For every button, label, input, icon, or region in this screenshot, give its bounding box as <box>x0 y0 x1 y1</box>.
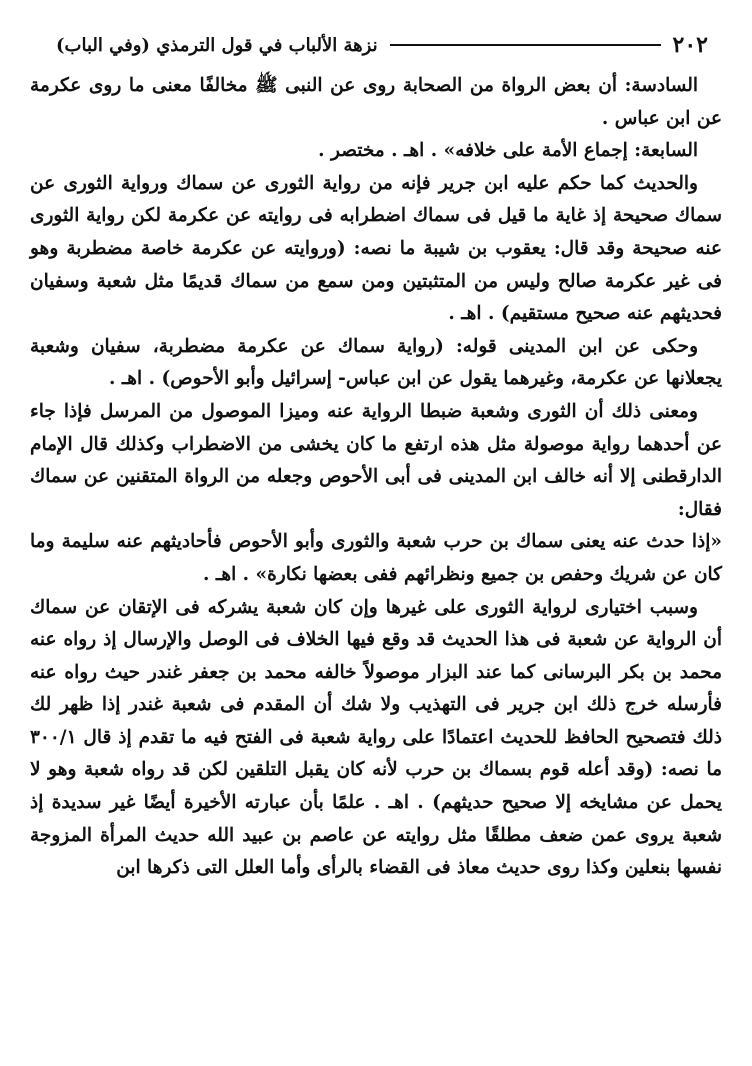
paragraph-seventh <box>30 135 722 168</box>
paragraph-reason: وسبب اختيارى لرواية الثورى على غيرها وإن كان شعبة يشركه فى الإتقان عن سماك أن الرواية عن شعبة فى هذا الحديث قد وقع فيها الخلاف فى الوصل والإرسال إذ رواه عنه محمد بن بكر البرسانى كما عند البزار موصولاً خالفه محمد بن جعفر غندر حيث رواه عنه فأرسله خرج ذلك ابن جرير فى التهذيب ولا شك أن المقدم فى شعبة غندر إذا ظهر لك ذلك فتصحيح الحافظ للحديث اعتمادًا على رواية شعبة فى الفتح فيه ما تقدم إذ قال ٣٠٠/١ ما نصه: (وقد أعله قوم بسماك بن حرب لأنه كان يقبل التلقين لكن قد رواه شعبة وهو لا يحمل عن مشايخه إلا صحيح حديثهم) . اهـ . علمًا بأن عبارته الأخيرة أيضًا غير سديدة إذ شعبة يروى عمن ضعف مطلقًا مثل روايته عن عاصم بن عبيد الله حديث المرأة المزوجة نفسها بنعلين وكذا روى حديث معاذ فى القضاء بالرأى وأما العلل التى ذكرها ابن <box>30 596 722 879</box>
paragraph-daraqutni-quote: «إذا حدث عنه يعنى سماك بن حرب شعبة والثورى وأبو الأحوص فأحاديثهم عنه سليمة وما كان عن شريك وحفص بن جميع ونظرائهم ففى بعضها نكارة» . اهـ . <box>30 531 722 585</box>
paragraph-meaning: ومعنى ذلك أن الثورى وشعبة ضبطا الرواية عنه وميزا الموصول من المرسل فإذا جاء عن أحدهما رواية موصولة مثل هذه ارتفع ما كان يخشى من الاضطراب وكذلك قال الإمام الدارقطنى إلا أنه خالف ابن المدينى فى أبى الأحوص وجعله من الرواة المتقنين عن سماك فقال: <box>30 400 722 520</box>
paragraph-label: السادسة: <box>624 75 698 96</box>
running-header <box>56 30 708 60</box>
paragraph-ibn-madini: وحكى عن ابن المدينى قوله: (رواية سماك عن عكرمة مضطربة، سفيان وشعبة يجعلانها عن عكرمة، وغيرهما يقول عن ابن عباس- إسرائيل وأبو الأحوص) . اهـ . <box>30 335 722 390</box>
page-body <box>30 70 722 885</box>
paragraph-sixth <box>30 70 722 135</box>
paragraph-text: أن بعض الرواة من الصحابة روى عن النبى ﷺ مخالفًا معنى ما روى عكرمة عن ابن عباس . <box>30 75 722 129</box>
page-number: ٢٠٢ <box>672 32 708 58</box>
paragraph-hadith-ruling: والحديث كما حكم عليه ابن جرير فإنه من رواية الثورى عن سماك ورواية الثورى عن سماك صحيحة إذ غاية ما قيل فى سماك اضطرابه فى روايته عن عكرمة لكن رواية الثورى عنه صحيحة وقد قال: يعقوب بن شيبة ما نصه: (وروايته عن عكرمة خاصة مضطربة وهو فى غير عكرمة صالح وليس من المتثبتين ومن سمع من سماك قديمًا مثل شعبة وسفيان فحديثهم عنه صحيح مستقيم) . اهـ . <box>30 172 722 325</box>
paragraph-text: إجماع الأمة على خلافه» . اهـ . مختصر . <box>318 140 635 162</box>
paragraph-label: السابعة: <box>634 140 698 162</box>
running-title: نزهة الألباب في قول الترمذي (وفي الباب) <box>56 34 378 56</box>
header-rule <box>390 44 661 46</box>
